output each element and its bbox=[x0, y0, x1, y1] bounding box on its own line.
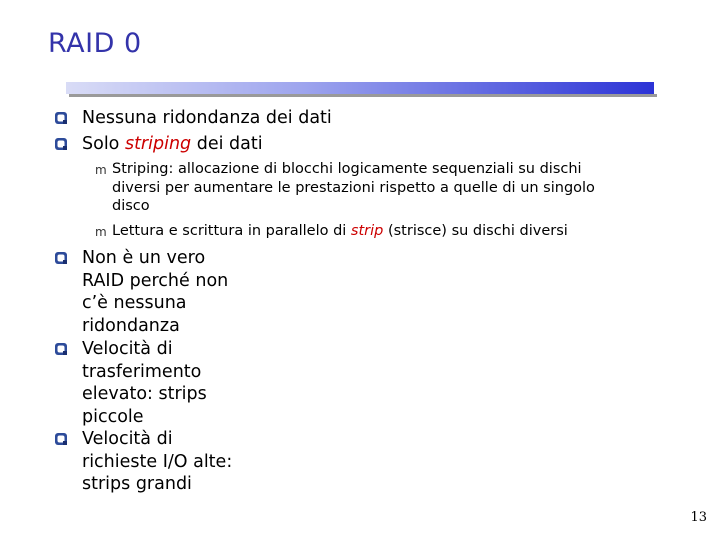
bullet-text: Nessuna ridondanza dei dati bbox=[82, 108, 332, 128]
sub-bullet-item bbox=[95, 160, 595, 216]
checkbox-bullet-icon bbox=[54, 111, 68, 125]
bullet-line: richieste I/O alte: bbox=[82, 451, 233, 472]
slide-title: RAID 0 bbox=[48, 28, 142, 59]
bullet-item bbox=[82, 133, 263, 156]
bullet-text-pre: Solo bbox=[82, 134, 125, 154]
bullet-line: ridondanza bbox=[82, 315, 180, 336]
bullet-line: Velocità di bbox=[82, 429, 173, 449]
bullet-line: elevato: strips bbox=[82, 384, 207, 405]
bullet-line: c’è nessuna bbox=[82, 293, 187, 314]
m-bullet-icon: m bbox=[95, 163, 107, 177]
bullet-line: Non è un vero bbox=[82, 248, 206, 268]
sub-bullet-line: Striping: allocazione di blocchi logicamente sequenziali su dischi bbox=[112, 161, 582, 177]
bullet-text-emphasis: striping bbox=[124, 134, 192, 154]
checkbox-bullet-icon bbox=[54, 432, 68, 446]
bullet-line: trasferimento bbox=[82, 361, 202, 382]
m-bullet-icon: m bbox=[95, 225, 107, 239]
bullet-item bbox=[82, 428, 232, 496]
title-underline-bar bbox=[66, 82, 654, 94]
sub-bullet-text-emphasis: strip bbox=[350, 223, 384, 239]
bullet-item bbox=[82, 107, 332, 130]
checkbox-bullet-icon bbox=[54, 137, 68, 151]
sub-bullet-line: disco bbox=[112, 198, 150, 214]
bullet-item bbox=[82, 247, 228, 337]
sub-bullet-line: diversi per aumentare le prestazioni rispetto a quelle di un singolo bbox=[112, 179, 595, 196]
bullet-item bbox=[82, 338, 207, 428]
bullet-line: Velocità di bbox=[82, 339, 173, 359]
sub-bullet-text-pre: Lettura e scrittura in parallelo di bbox=[112, 223, 351, 239]
bullet-line: RAID perché non bbox=[82, 270, 229, 291]
checkbox-bullet-icon bbox=[54, 342, 68, 356]
bullet-line: piccole bbox=[82, 406, 144, 427]
sub-bullet-text-post: (strisce) su dischi diversi bbox=[383, 223, 568, 239]
page-number: 13 bbox=[690, 510, 707, 525]
sub-bullet-item bbox=[95, 222, 568, 241]
title-underline-shadow bbox=[69, 94, 657, 97]
bullet-text-post: dei dati bbox=[191, 134, 263, 154]
checkbox-bullet-icon bbox=[54, 251, 68, 265]
bullet-line: strips grandi bbox=[82, 474, 192, 495]
